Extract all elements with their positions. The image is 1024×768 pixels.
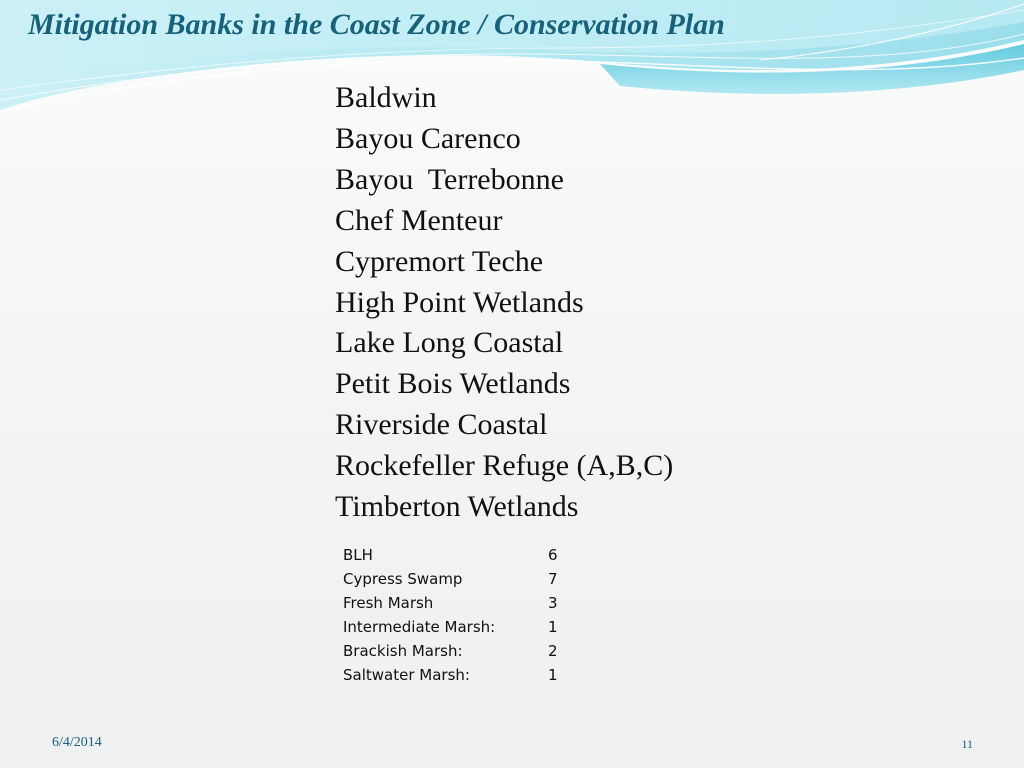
table-row [343,663,558,687]
habitat-count-table [343,543,558,687]
list-item: Chef Menteur [335,203,503,237]
list-item: Rockefeller Refuge (A,B,C) [335,449,674,483]
habitat-name: Intermediate Marsh: [343,618,496,636]
slide-title: Mitigation Banks in the Coast Zone / Conservation Plan [28,8,725,41]
habitat-count: 7 [548,570,558,588]
table-row [343,639,558,663]
habitat-count: 1 [548,666,558,684]
list-item: Baldwin [335,81,437,114]
footer-date: 6/4/2014 [52,735,102,750]
habitat-name: Saltwater Marsh: [343,666,470,684]
habitat-count: 3 [548,594,558,612]
habitat-count: 2 [548,642,558,660]
table-row [343,591,558,615]
list-item: Lake Long Coastal [335,326,564,360]
table-row [343,567,558,591]
habitat-name: BLH [343,546,373,564]
habitat-count: 1 [548,618,558,636]
list-item: High Point Wetlands [335,285,584,319]
list-item: Bayou Carenco [335,121,521,155]
habitat-name: Fresh Marsh [343,594,434,612]
page-number: 11 [961,737,973,751]
table-row [343,615,558,639]
list-item: Bayou Terrebonne [335,162,564,196]
table-row [343,543,558,567]
habitat-name: Brackish Marsh: [343,642,463,660]
list-item: Cypremort Teche [335,244,544,278]
list-item: Timberton Wetlands [335,490,579,524]
habitat-count: 6 [548,546,558,564]
list-item: Riverside Coastal [335,408,548,442]
habitat-name: Cypress Swamp [343,570,463,588]
mitigation-bank-list [335,78,673,528]
list-item: Petit Bois Wetlands [335,367,571,401]
